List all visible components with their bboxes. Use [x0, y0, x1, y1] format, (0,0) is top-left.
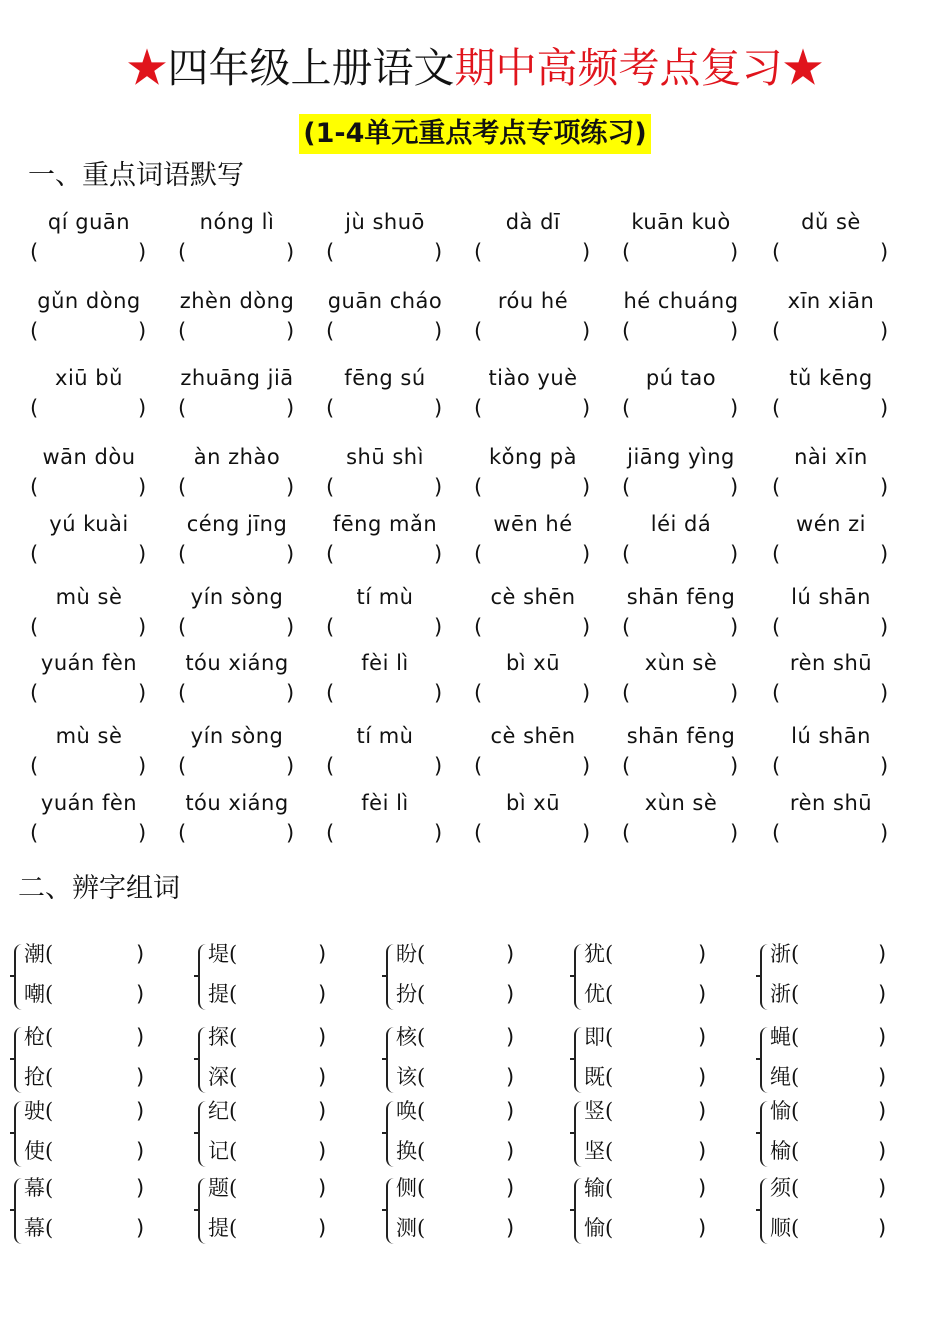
subtitle: (1-4单元重点考点专项练习) — [299, 114, 650, 154]
answer-open-paren: ( — [772, 821, 781, 845]
char-word-prompt: 即( — [584, 1025, 614, 1049]
answer-open-paren: ( — [622, 821, 631, 845]
char-word-prompt: 盼( — [396, 942, 426, 966]
answer-close-paren: ) — [136, 982, 145, 1006]
answer-close-paren: ) — [434, 319, 443, 343]
pinyin-prompt: léi dá — [650, 512, 712, 536]
pinyin-prompt: yuán fèn — [40, 651, 138, 675]
char-word-prompt: 浙( — [770, 982, 800, 1006]
pinyin-prompt: bì xū — [505, 651, 561, 675]
char-word-prompt: 竖( — [584, 1099, 614, 1123]
char-pair-group — [386, 1097, 526, 1177]
pinyin-prompt: àn zhào — [193, 445, 281, 469]
pinyin-prompt: rèn shū — [789, 791, 873, 815]
pinyin-prompt: kuān kuò — [631, 210, 731, 234]
answer-close-paren: ) — [880, 821, 889, 845]
answer-close-paren: ) — [730, 821, 739, 845]
answer-open-paren: ( — [326, 754, 335, 778]
answer-close-paren: ) — [318, 1099, 327, 1123]
pinyin-prompt: jiāng yìng — [627, 445, 735, 469]
char-word-prompt: 堤( — [208, 942, 238, 966]
answer-close-paren: ) — [880, 319, 889, 343]
pinyin-prompt: róu hé — [497, 289, 569, 313]
char-word-prompt: 深( — [208, 1065, 238, 1089]
answer-close-paren: ) — [318, 1139, 327, 1163]
answer-close-paren: ) — [506, 1099, 515, 1123]
char-word-prompt: 幕( — [24, 1176, 54, 1200]
answer-close-paren: ) — [698, 982, 707, 1006]
char-pair-group — [386, 940, 526, 1020]
answer-close-paren: ) — [138, 615, 147, 639]
pinyin-prompt: mù sè — [55, 724, 123, 748]
answer-close-paren: ) — [730, 475, 739, 499]
answer-close-paren: ) — [138, 240, 147, 264]
answer-open-paren: ( — [772, 475, 781, 499]
pinyin-prompt: hé chuáng — [623, 289, 739, 313]
answer-open-paren: ( — [30, 475, 39, 499]
pinyin-prompt: fēng mǎn — [332, 512, 438, 536]
answer-close-paren: ) — [730, 319, 739, 343]
pinyin-prompt: wén zi — [796, 512, 866, 536]
answer-close-paren: ) — [136, 1025, 145, 1049]
answer-close-paren: ) — [286, 240, 295, 264]
char-word-prompt: 唤( — [396, 1099, 426, 1123]
answer-close-paren: ) — [730, 615, 739, 639]
char-pair-group — [14, 1023, 154, 1103]
answer-close-paren: ) — [286, 681, 295, 705]
char-word-prompt: 使( — [24, 1139, 54, 1163]
answer-close-paren: ) — [582, 754, 591, 778]
answer-close-paren: ) — [582, 615, 591, 639]
answer-close-paren: ) — [138, 396, 147, 420]
answer-close-paren: ) — [286, 615, 295, 639]
answer-open-paren: ( — [772, 396, 781, 420]
answer-open-paren: ( — [326, 475, 335, 499]
answer-open-paren: ( — [178, 615, 187, 639]
answer-open-paren: ( — [30, 240, 39, 264]
char-pair-group — [386, 1174, 526, 1254]
answer-open-paren: ( — [474, 475, 483, 499]
brace-icon — [386, 1027, 396, 1093]
pinyin-prompt: mù sè — [55, 585, 123, 609]
answer-close-paren: ) — [136, 1216, 145, 1240]
char-word-prompt: 抢( — [24, 1065, 54, 1089]
brace-icon — [760, 944, 770, 1010]
answer-open-paren: ( — [326, 821, 335, 845]
char-word-prompt: 既( — [584, 1065, 614, 1089]
answer-open-paren: ( — [326, 542, 335, 566]
pinyin-prompt: wān dòu — [42, 445, 136, 469]
answer-close-paren: ) — [582, 240, 591, 264]
answer-close-paren: ) — [434, 396, 443, 420]
answer-close-paren: ) — [136, 1099, 145, 1123]
char-word-prompt: 嘲( — [24, 982, 54, 1006]
char-word-prompt: 愉( — [584, 1216, 614, 1240]
title-part-1: 四年级上册语文 — [167, 44, 455, 92]
answer-close-paren: ) — [880, 475, 889, 499]
pinyin-prompt: wēn hé — [493, 512, 573, 536]
answer-close-paren: ) — [698, 1216, 707, 1240]
answer-close-paren: ) — [880, 754, 889, 778]
answer-open-paren: ( — [474, 754, 483, 778]
answer-close-paren: ) — [138, 319, 147, 343]
pinyin-prompt: pú tao — [645, 366, 717, 390]
pinyin-prompt: yín sòng — [190, 724, 284, 748]
answer-open-paren: ( — [474, 542, 483, 566]
pinyin-prompt: tí mù — [356, 724, 414, 748]
answer-close-paren: ) — [286, 821, 295, 845]
char-pair-group — [198, 1174, 338, 1254]
answer-close-paren: ) — [318, 982, 327, 1006]
pinyin-prompt: zhèn dòng — [179, 289, 295, 313]
answer-close-paren: ) — [878, 1139, 887, 1163]
pinyin-prompt: rèn shū — [789, 651, 873, 675]
pinyin-prompt: cè shēn — [490, 724, 576, 748]
brace-icon — [198, 1027, 208, 1093]
brace-icon — [14, 944, 24, 1010]
answer-close-paren: ) — [730, 396, 739, 420]
answer-open-paren: ( — [474, 681, 483, 705]
answer-close-paren: ) — [286, 319, 295, 343]
answer-close-paren: ) — [730, 754, 739, 778]
page-title — [0, 40, 950, 96]
pinyin-prompt: tóu xiáng — [185, 791, 289, 815]
pinyin-prompt: lú shān — [791, 585, 871, 609]
pinyin-prompt: qí guān — [47, 210, 131, 234]
pinyin-prompt: xùn sè — [644, 791, 718, 815]
char-pair-group — [760, 1174, 900, 1254]
answer-open-paren: ( — [772, 615, 781, 639]
answer-close-paren: ) — [434, 542, 443, 566]
answer-close-paren: ) — [138, 821, 147, 845]
answer-open-paren: ( — [178, 754, 187, 778]
char-word-prompt: 驶( — [24, 1099, 54, 1123]
answer-open-paren: ( — [622, 396, 631, 420]
answer-close-paren: ) — [880, 681, 889, 705]
char-pair-group — [574, 1097, 714, 1177]
answer-open-paren: ( — [772, 681, 781, 705]
title-part-2: 期中高频考点复习 — [454, 44, 783, 92]
brace-icon — [760, 1101, 770, 1167]
answer-close-paren: ) — [286, 754, 295, 778]
char-word-prompt: 幕( — [24, 1216, 54, 1240]
answer-open-paren: ( — [30, 396, 39, 420]
pinyin-prompt: fèi lì — [361, 791, 409, 815]
answer-close-paren: ) — [698, 1065, 707, 1089]
brace-icon — [574, 1101, 584, 1167]
answer-open-paren: ( — [326, 319, 335, 343]
answer-close-paren: ) — [434, 615, 443, 639]
answer-close-paren: ) — [878, 1216, 887, 1240]
answer-close-paren: ) — [506, 1065, 515, 1089]
char-word-prompt: 坚( — [584, 1139, 614, 1163]
answer-open-paren: ( — [178, 396, 187, 420]
subtitle-wrapper — [0, 114, 950, 154]
char-word-prompt: 输( — [584, 1176, 614, 1200]
brace-icon — [574, 1027, 584, 1093]
char-word-prompt: 潮( — [24, 942, 54, 966]
answer-close-paren: ) — [878, 1099, 887, 1123]
answer-close-paren: ) — [434, 475, 443, 499]
pinyin-prompt: dǔ sè — [801, 210, 861, 234]
pinyin-prompt: gǔn dòng — [37, 289, 141, 313]
char-pair-group — [198, 1097, 338, 1177]
answer-close-paren: ) — [506, 1025, 515, 1049]
answer-open-paren: ( — [178, 240, 187, 264]
section-1-heading: 一、重点词语默写 — [28, 160, 244, 191]
pinyin-prompt: xùn sè — [644, 651, 718, 675]
answer-close-paren: ) — [506, 1216, 515, 1240]
pinyin-prompt: lú shān — [791, 724, 871, 748]
answer-open-paren: ( — [772, 542, 781, 566]
char-word-prompt: 愉( — [770, 1099, 800, 1123]
answer-close-paren: ) — [506, 942, 515, 966]
answer-open-paren: ( — [178, 475, 187, 499]
pinyin-prompt: yú kuài — [49, 512, 129, 536]
brace-icon — [14, 1101, 24, 1167]
answer-close-paren: ) — [318, 942, 327, 966]
char-pair-group — [760, 1097, 900, 1177]
brace-icon — [386, 1101, 396, 1167]
brace-icon — [760, 1027, 770, 1093]
answer-close-paren: ) — [880, 240, 889, 264]
answer-close-paren: ) — [878, 1176, 887, 1200]
answer-open-paren: ( — [772, 754, 781, 778]
answer-open-paren: ( — [178, 542, 187, 566]
pinyin-prompt: bì xū — [505, 791, 561, 815]
brace-icon — [14, 1027, 24, 1093]
answer-close-paren: ) — [506, 982, 515, 1006]
answer-close-paren: ) — [880, 615, 889, 639]
answer-close-paren: ) — [582, 542, 591, 566]
answer-open-paren: ( — [326, 615, 335, 639]
answer-close-paren: ) — [136, 1139, 145, 1163]
char-pair-group — [574, 1023, 714, 1103]
char-word-prompt: 纪( — [208, 1099, 238, 1123]
answer-close-paren: ) — [582, 821, 591, 845]
answer-close-paren: ) — [318, 1025, 327, 1049]
star-icon: ★ — [782, 44, 824, 92]
brace-icon — [198, 1178, 208, 1244]
answer-open-paren: ( — [326, 396, 335, 420]
char-word-prompt: 浙( — [770, 942, 800, 966]
answer-open-paren: ( — [772, 319, 781, 343]
pinyin-prompt: jù shuō — [345, 210, 425, 234]
char-pair-group — [14, 1097, 154, 1177]
char-word-prompt: 犹( — [584, 942, 614, 966]
pinyin-prompt: shū shì — [346, 445, 424, 469]
answer-close-paren: ) — [730, 240, 739, 264]
pinyin-prompt: tǔ kēng — [789, 366, 873, 390]
answer-open-paren: ( — [474, 396, 483, 420]
char-word-prompt: 绳( — [770, 1065, 800, 1089]
pinyin-prompt: céng jīng — [186, 512, 288, 536]
answer-open-paren: ( — [30, 615, 39, 639]
answer-open-paren: ( — [474, 319, 483, 343]
answer-close-paren: ) — [878, 1065, 887, 1089]
char-word-prompt: 侧( — [396, 1176, 426, 1200]
answer-open-paren: ( — [622, 542, 631, 566]
answer-open-paren: ( — [30, 542, 39, 566]
answer-close-paren: ) — [878, 1025, 887, 1049]
answer-open-paren: ( — [474, 615, 483, 639]
answer-close-paren: ) — [698, 942, 707, 966]
answer-close-paren: ) — [318, 1065, 327, 1089]
answer-close-paren: ) — [582, 681, 591, 705]
answer-close-paren: ) — [138, 542, 147, 566]
answer-close-paren: ) — [582, 475, 591, 499]
char-word-prompt: 提( — [208, 982, 238, 1006]
char-pair-group — [760, 1023, 900, 1103]
answer-open-paren: ( — [178, 319, 187, 343]
brace-icon — [386, 944, 396, 1010]
answer-close-paren: ) — [434, 681, 443, 705]
answer-close-paren: ) — [138, 475, 147, 499]
brace-icon — [198, 1101, 208, 1167]
answer-open-paren: ( — [622, 681, 631, 705]
answer-open-paren: ( — [622, 240, 631, 264]
pinyin-prompt: xīn xiān — [787, 289, 875, 313]
pinyin-prompt: zhuāng jiā — [180, 366, 294, 390]
answer-close-paren: ) — [880, 542, 889, 566]
pinyin-prompt: shān fēng — [626, 724, 736, 748]
answer-open-paren: ( — [326, 240, 335, 264]
answer-open-paren: ( — [326, 681, 335, 705]
char-word-prompt: 提( — [208, 1216, 238, 1240]
pinyin-prompt: yuán fèn — [40, 791, 138, 815]
pinyin-prompt: tóu xiáng — [185, 651, 289, 675]
answer-close-paren: ) — [138, 681, 147, 705]
answer-close-paren: ) — [318, 1216, 327, 1240]
char-word-prompt: 枪( — [24, 1025, 54, 1049]
answer-open-paren: ( — [772, 240, 781, 264]
pinyin-prompt: tí mù — [356, 585, 414, 609]
brace-icon — [574, 944, 584, 1010]
answer-close-paren: ) — [318, 1176, 327, 1200]
char-pair-group — [14, 940, 154, 1020]
pinyin-prompt: fèi lì — [361, 651, 409, 675]
answer-open-paren: ( — [178, 681, 187, 705]
answer-close-paren: ) — [136, 942, 145, 966]
char-word-prompt: 该( — [396, 1065, 426, 1089]
answer-open-paren: ( — [30, 319, 39, 343]
char-word-prompt: 顺( — [770, 1216, 800, 1240]
char-word-prompt: 扮( — [396, 982, 426, 1006]
answer-close-paren: ) — [878, 982, 887, 1006]
answer-open-paren: ( — [178, 821, 187, 845]
answer-open-paren: ( — [622, 475, 631, 499]
star-icon: ★ — [126, 44, 168, 92]
brace-icon — [198, 944, 208, 1010]
answer-close-paren: ) — [582, 396, 591, 420]
answer-close-paren: ) — [138, 754, 147, 778]
char-pair-group — [14, 1174, 154, 1254]
answer-close-paren: ) — [730, 681, 739, 705]
char-word-prompt: 测( — [396, 1216, 426, 1240]
answer-close-paren: ) — [286, 396, 295, 420]
answer-close-paren: ) — [506, 1139, 515, 1163]
answer-open-paren: ( — [474, 821, 483, 845]
answer-close-paren: ) — [878, 942, 887, 966]
answer-open-paren: ( — [622, 615, 631, 639]
answer-close-paren: ) — [286, 542, 295, 566]
char-pair-group — [760, 940, 900, 1020]
char-pair-group — [386, 1023, 526, 1103]
pinyin-prompt: kǒng pà — [488, 445, 578, 469]
answer-open-paren: ( — [622, 319, 631, 343]
answer-close-paren: ) — [434, 240, 443, 264]
answer-open-paren: ( — [30, 754, 39, 778]
answer-close-paren: ) — [434, 754, 443, 778]
answer-open-paren: ( — [474, 240, 483, 264]
pinyin-prompt: dà dī — [505, 210, 561, 234]
pinyin-prompt: cè shēn — [490, 585, 576, 609]
answer-close-paren: ) — [136, 1065, 145, 1089]
char-word-prompt: 核( — [396, 1025, 426, 1049]
pinyin-prompt: nóng lì — [199, 210, 275, 234]
char-word-prompt: 榆( — [770, 1139, 800, 1163]
char-word-prompt: 优( — [584, 982, 614, 1006]
char-pair-group — [198, 940, 338, 1020]
answer-open-paren: ( — [30, 681, 39, 705]
brace-icon — [14, 1178, 24, 1244]
char-word-prompt: 蝇( — [770, 1025, 800, 1049]
section-2-heading: 二、辨字组词 — [18, 873, 180, 904]
answer-close-paren: ) — [880, 396, 889, 420]
char-word-prompt: 题( — [208, 1176, 238, 1200]
answer-close-paren: ) — [136, 1176, 145, 1200]
brace-icon — [574, 1178, 584, 1244]
char-word-prompt: 探( — [208, 1025, 238, 1049]
pinyin-prompt: yín sòng — [190, 585, 284, 609]
char-word-prompt: 换( — [396, 1139, 426, 1163]
answer-close-paren: ) — [730, 542, 739, 566]
pinyin-prompt: xiū bǔ — [55, 366, 123, 390]
char-word-prompt: 须( — [770, 1176, 800, 1200]
answer-open-paren: ( — [622, 754, 631, 778]
answer-close-paren: ) — [434, 821, 443, 845]
brace-icon — [760, 1178, 770, 1244]
brace-icon — [386, 1178, 396, 1244]
pinyin-prompt: nài xīn — [794, 445, 868, 469]
answer-open-paren: ( — [30, 821, 39, 845]
pinyin-prompt: fēng sú — [344, 366, 426, 390]
answer-close-paren: ) — [698, 1025, 707, 1049]
answer-close-paren: ) — [506, 1176, 515, 1200]
answer-close-paren: ) — [698, 1099, 707, 1123]
answer-close-paren: ) — [698, 1176, 707, 1200]
pinyin-prompt: tiào yuè — [488, 366, 578, 390]
char-word-prompt: 记( — [208, 1139, 238, 1163]
pinyin-prompt: shān fēng — [626, 585, 736, 609]
answer-close-paren: ) — [698, 1139, 707, 1163]
char-pair-group — [198, 1023, 338, 1103]
pinyin-prompt: guān cháo — [327, 289, 443, 313]
char-pair-group — [574, 940, 714, 1020]
char-pair-group — [574, 1174, 714, 1254]
answer-close-paren: ) — [286, 475, 295, 499]
answer-close-paren: ) — [582, 319, 591, 343]
